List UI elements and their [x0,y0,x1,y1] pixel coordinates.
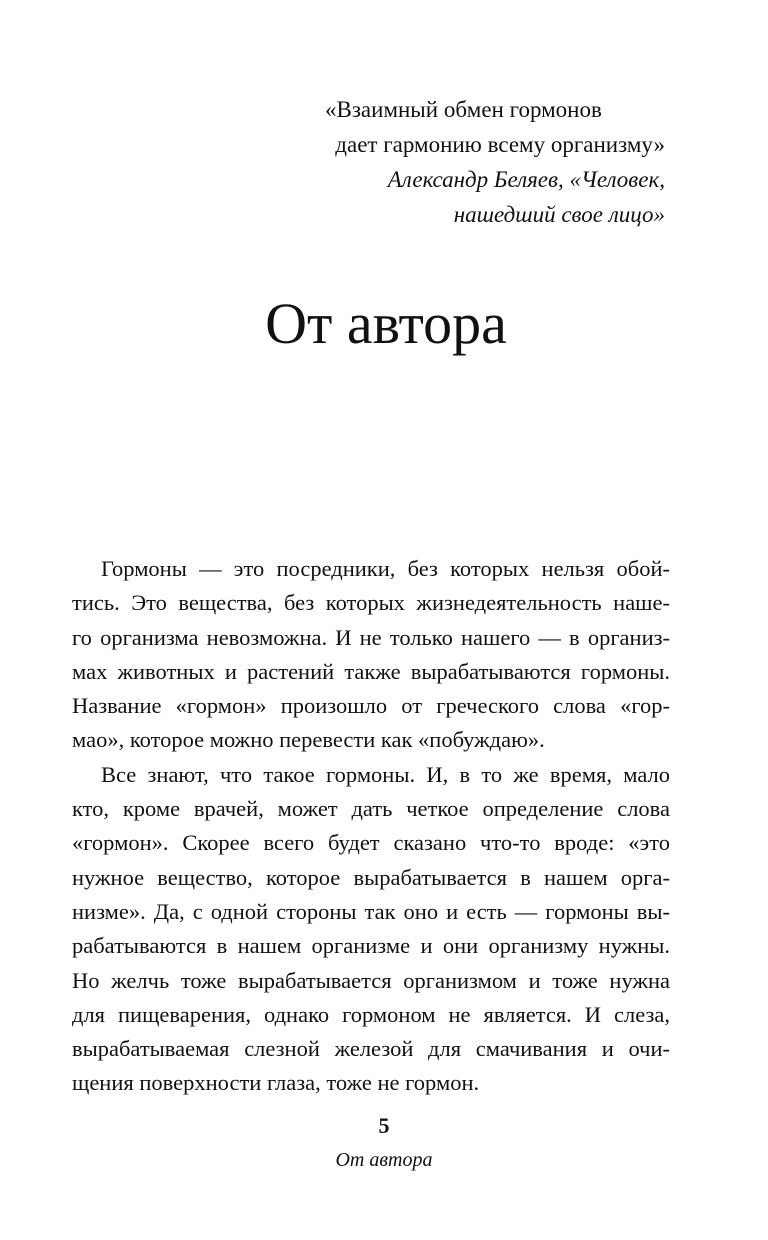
text-line: Но желчь тоже вырабатывается организмом и тоже нужна [72,967,670,993]
epigraph-attribution: Александр Беляев, «Человек, [387,167,665,192]
text-line: го организма невозможна. И не только нашего — в организ- [72,624,670,650]
text-line: Название «гормон» произошло от греческого слова «гор- [72,693,670,719]
paragraph [72,552,670,758]
epigraph-line: дает гармонию всему организму» [335,132,665,157]
text-line: тись. Это вещества, без которых жизнедеятельность наше- [72,590,670,616]
text-line: Все знают, что такое гормоны. И, в то же время, мало [101,761,670,787]
running-footer-title: От автора [335,1149,433,1171]
text-line: мах животных и растений также вырабатываются гормоны. [72,658,670,684]
epigraph-line: «Взаимный обмен гормонов [325,97,602,122]
body-text [72,552,670,1101]
text-line: вырабатываемая слезной железой для смачивания и очи- [72,1036,670,1062]
text-line: нужное вещество, которое вырабатывается в нашем орга- [72,864,670,890]
text-line: Гормоны — это посредники, без которых нельзя обой- [101,556,670,581]
text-line: мао», которое можно перевести как «побуждаю». [72,727,545,753]
chapter-title: От автора [265,291,507,356]
paragraph [72,758,670,1101]
text-line: низме». Да, с одной стороны так оно и есть — гормоны вы- [72,898,670,924]
epigraph [205,92,665,232]
text-line: кто, кроме врачей, может дать четкое определение слова [72,796,670,822]
text-line: щения поверхности глаза, тоже не гормон. [72,1070,480,1096]
text-line: рабатываются в нашем организме и они организму нужны. [72,933,670,959]
epigraph-attribution: нашедший свое лицо» [453,202,665,227]
text-line: «гормон». Скорее всего будет сказано что-то вроде: «это [72,830,670,856]
text-line: для пищеварения, однако гормоном не является. И слеза, [72,1001,670,1027]
page-number: 5 [378,1113,390,1138]
